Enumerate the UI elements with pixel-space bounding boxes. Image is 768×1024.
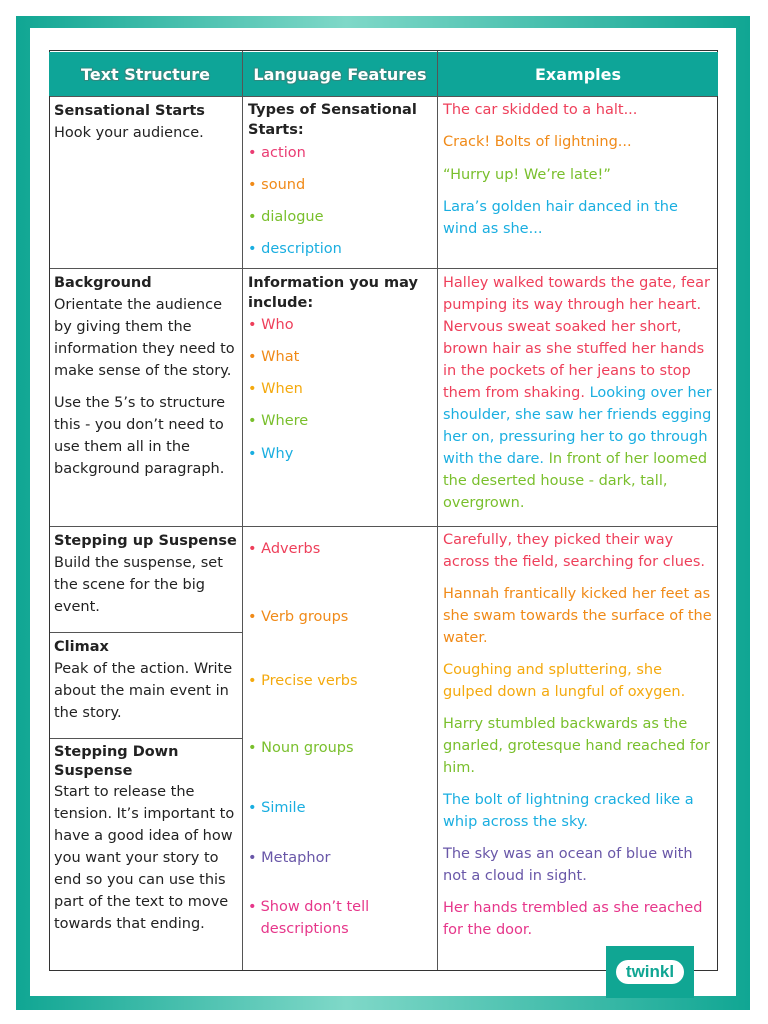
row1-features-title: Types of Sensational Starts: <box>248 102 417 138</box>
row3-bullet-simile: • Simile <box>248 800 306 816</box>
row1-example-1: The car skidded to a halt... <box>443 102 638 118</box>
row3-bullet-adverbs: • Adverbs <box>248 541 321 557</box>
row1-example-3: “Hurry up! We’re late!” <box>443 167 611 183</box>
header-text-structure <box>49 52 242 96</box>
row3-stepping-up <box>54 530 239 618</box>
row3-bullet-show-dont-tell-text: Show don’t tell descriptions <box>260 899 370 937</box>
row1-desc: Hook your audience. <box>54 125 204 141</box>
row1-bullet-1: • action <box>248 145 306 161</box>
row3-bullet-show-dont-tell: • Show don’t tell descriptions <box>248 896 378 940</box>
row3-stepping-down <box>54 743 236 935</box>
row2-structure <box>54 272 238 480</box>
row2-example-part2: Looking over her shoulder, she saw her friends egging her on, pressuring her to go through with the dare. <box>443 385 712 467</box>
row-divider-2 <box>50 526 717 527</box>
row2-example-part3: In front of her loomed the deserted house - dark, tall, overgrown. <box>443 451 708 511</box>
row3-s3-title: Stepping Down Suspense <box>54 744 179 779</box>
header-examples-label: Examples <box>534 64 622 84</box>
row2-bullet-who-text: Who <box>261 317 294 333</box>
row3-example-adverbs: Carefully, they picked their way across the field, searching for clues. <box>443 532 706 570</box>
row2-features-title: Information you may include: <box>248 275 418 311</box>
row-divider-3b <box>50 738 242 739</box>
header-language-features <box>243 52 437 96</box>
row3-bullet-precise-verbs-text: Precise verbs <box>261 673 358 689</box>
header-examples <box>438 52 718 96</box>
row3-s2-desc: Peak of the action. Write about the main event in the story. <box>54 661 233 721</box>
row-divider-3a <box>50 632 242 633</box>
twinkl-logo-text: twinkl <box>616 960 684 984</box>
row1-bullet-4: • description <box>248 241 342 257</box>
row2-bullet-what: • What <box>248 349 300 365</box>
row3-s3-desc: Start to release the tension. It’s important to have a good idea of how you want your story to end so you can use this part of the text to move towards that ending. <box>54 784 235 932</box>
row3-bullet-noun-groups-text: Noun groups <box>261 740 354 756</box>
row3-example-precise-verbs: Coughing and spluttering, she gulped down a lungful of oxygen. <box>443 662 686 700</box>
row2-desc-1: Orientate the audience by giving them the information they need to make sense of the story. <box>54 297 235 379</box>
row3-example-noun-groups: Harry stumbled backwards as the gnarled, grotesque hand reached for him. <box>443 716 710 776</box>
row2-bullet-why-text: Why <box>261 446 294 462</box>
row3-s1-desc: Build the suspense, set the scene for the big event. <box>54 555 223 615</box>
header-text-structure-label: Text Structure <box>81 64 210 84</box>
col-divider-2 <box>437 51 438 970</box>
row2-bullet-why: • Why <box>248 446 294 462</box>
row1-title: Sensational Starts <box>54 103 205 119</box>
row2-bullet-when-text: When <box>261 381 303 397</box>
row2-bullet-where-text: Where <box>261 413 309 429</box>
row1-bullet-1-text: action <box>261 145 306 161</box>
row3-climax <box>54 636 240 724</box>
row3-example-metaphor: The sky was an ocean of blue with not a cloud in sight. <box>443 846 693 884</box>
row-divider-header <box>50 96 717 97</box>
row2-example <box>443 272 715 514</box>
row2-bullet-where: • Where <box>248 413 309 429</box>
row1-bullet-4-text: description <box>261 241 342 257</box>
col-divider-1 <box>242 51 243 970</box>
row3-bullet-metaphor-text: Metaphor <box>261 850 331 866</box>
row1-bullet-3: • dialogue <box>248 209 324 225</box>
row2-desc-2: Use the 5’s to structure this - you don’t need to use them all in the background paragraph. <box>54 395 226 477</box>
row2-title: Background <box>54 275 152 291</box>
row3-bullet-verb-groups: • Verb groups <box>248 609 349 625</box>
row3-bullet-noun-groups: • Noun groups <box>248 740 354 756</box>
row-divider-1 <box>50 268 717 269</box>
row3-example-verb-groups: Hannah frantically kicked her feet as she swam towards the surface of the water. <box>443 586 712 646</box>
row2-bullet-what-text: What <box>261 349 300 365</box>
row1-bullet-2: • sound <box>248 177 306 193</box>
row3-bullet-adverbs-text: Adverbs <box>261 541 321 557</box>
row1-example-2: Crack! Bolts of lightning... <box>443 134 632 150</box>
row3-s1-title: Stepping up Suspense <box>54 533 237 549</box>
row2-example-part1: Halley walked towards the gate, fear pumping its way through her heart. Nervous sweat soaked her short, brown hair as she stuffed her hands in the pockets of her jeans to stop them from shaking. <box>443 275 710 401</box>
row1-structure <box>54 100 239 144</box>
row2-bullet-who: • Who <box>248 317 294 333</box>
row2-bullet-when: • When <box>248 381 303 397</box>
row3-example-simile: The bolt of lightning cracked like a whip across the sky. <box>443 792 694 830</box>
row1-bullet-3-text: dialogue <box>261 209 324 225</box>
twinkl-logo <box>606 946 694 998</box>
row3-bullet-precise-verbs: • Precise verbs <box>248 673 358 689</box>
header-language-features-label: Language Features <box>253 64 427 84</box>
row1-bullet-2-text: sound <box>261 177 306 193</box>
row3-bullet-verb-groups-text: Verb groups <box>261 609 349 625</box>
row1-example-4: Lara’s golden hair danced in the wind as she... <box>443 199 678 237</box>
row3-example-show-dont-tell: Her hands trembled as she reached for the door. <box>443 900 703 938</box>
row3-bullet-simile-text: Simile <box>261 800 306 816</box>
row3-bullet-metaphor: • Metaphor <box>248 850 331 866</box>
row3-s2-title: Climax <box>54 639 109 655</box>
